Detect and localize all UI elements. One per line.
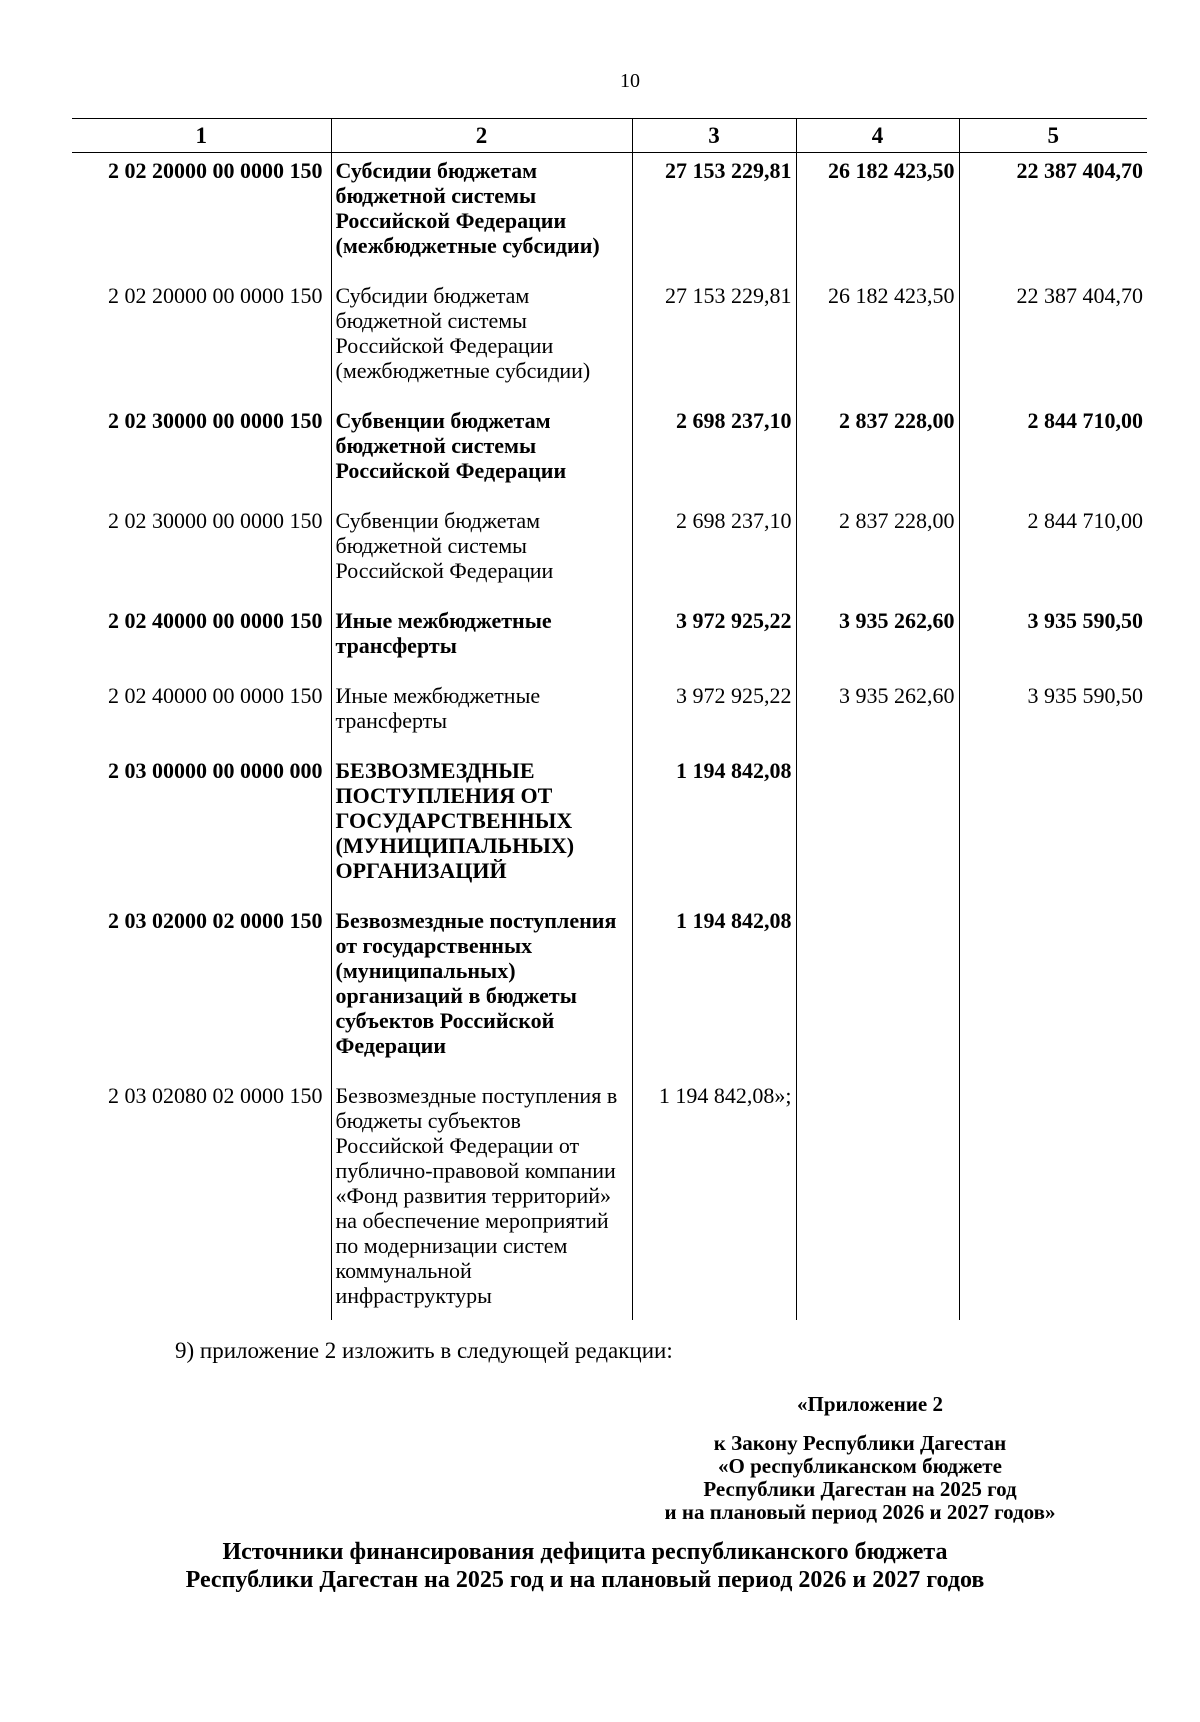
amount-col3-cell: 2 698 237,10	[632, 403, 796, 503]
document-title-line-1: Источники финансирования дефицита республиканского бюджета	[222, 1539, 948, 1565]
column-header-1: 1	[72, 119, 331, 153]
table-row	[72, 1078, 1147, 1320]
amount-col3-cell: 3 972 925,22	[632, 603, 796, 678]
appendix-reference-line: «О республиканском бюджете	[718, 1454, 1002, 1478]
income-name-cell: Иные межбюджетные трансферты	[331, 603, 632, 678]
table-header-row	[72, 119, 1147, 153]
amount-col5-cell: 2 844 710,00	[959, 403, 1147, 503]
amount-col4-cell	[796, 753, 959, 903]
table-row	[72, 603, 1147, 678]
table-row	[72, 403, 1147, 503]
appendix-reference	[620, 1432, 1100, 1524]
table-body	[72, 153, 1147, 1321]
amendment-instruction: 9) приложение 2 изложить в следующей редакции:	[175, 1338, 673, 1363]
amount-col3-cell: 1 194 842,08	[632, 753, 796, 903]
amount-col4-cell: 2 837 228,00	[796, 403, 959, 503]
amount-col3-cell: 27 153 229,81	[632, 278, 796, 403]
amount-col4-cell: 2 837 228,00	[796, 503, 959, 603]
table-row	[72, 678, 1147, 753]
income-name-cell: Субвенции бюджетам бюджетной системы Российской Федерации	[331, 503, 632, 603]
amount-col3-cell: 27 153 229,81	[632, 153, 796, 279]
budget-code-cell: 2 03 02080 02 0000 150	[108, 1083, 323, 1108]
amount-col5-cell: 3 935 590,50	[959, 603, 1147, 678]
amount-col5-cell	[959, 753, 1147, 903]
amount-col4-cell	[796, 1078, 959, 1320]
budget-code-cell: 2 02 40000 00 0000 150	[108, 683, 323, 708]
appendix-reference-line: и на плановый период 2026 и 2027 годов»	[664, 1500, 1056, 1524]
amount-col5-cell: 3 935 590,50	[959, 678, 1147, 753]
budget-code-cell: 2 02 40000 00 0000 150	[108, 608, 323, 633]
amount-col5-cell: 22 387 404,70	[959, 153, 1147, 279]
column-header-2: 2	[331, 119, 632, 153]
table-header	[72, 119, 1147, 153]
budget-code-cell: 2 02 20000 00 0000 150	[108, 283, 323, 308]
amount-col4-cell	[796, 903, 959, 1078]
income-name-cell: Субвенции бюджетам бюджетной системы Российской Федерации	[331, 403, 632, 503]
budget-code-cell: 2 02 30000 00 0000 150	[108, 508, 323, 533]
table-row	[72, 503, 1147, 603]
budget-code-cell: 2 02 20000 00 0000 150	[108, 158, 323, 183]
amount-col5-cell	[959, 1078, 1147, 1320]
amount-col3-cell: 1 194 842,08	[632, 903, 796, 1078]
budget-code-cell: 2 03 02000 02 0000 150	[108, 908, 323, 933]
table-row	[72, 753, 1147, 903]
appendix-heading: «Приложение 2	[797, 1392, 943, 1416]
income-name-cell: Субсидии бюджетам бюджетной системы Российской Федерации (межбюджетные субсидии)	[331, 278, 632, 403]
amount-col4-cell: 3 935 262,60	[796, 678, 959, 753]
page-number: 10	[620, 70, 640, 92]
appendix-reference-line: к Закону Республики Дагестан	[713, 1431, 1007, 1455]
budget-code-cell: 2 03 00000 00 0000 000	[108, 758, 323, 783]
amount-col3-cell: 1 194 842,08»;	[632, 1078, 796, 1320]
amount-col5-cell	[959, 903, 1147, 1078]
budget-code-cell: 2 02 30000 00 0000 150	[108, 408, 323, 433]
document-title-line-2: Республики Дагестан на 2025 год и на плановый период 2026 и 2027 годов	[185, 1567, 985, 1593]
income-name-cell: Иные межбюджетные трансферты	[331, 678, 632, 753]
income-name-cell: Безвозмездные поступления в бюджеты субъектов Российской Федерации от публично-правовой компании «Фонд развития территорий» на обеспечение мероприятий по модернизации систем коммунальной инфраструктуры	[331, 1078, 632, 1320]
amount-col3-cell: 2 698 237,10	[632, 503, 796, 603]
amount-col4-cell: 26 182 423,50	[796, 153, 959, 279]
column-header-3: 3	[632, 119, 796, 153]
appendix-reference-line: Республики Дагестан на 2025 год	[703, 1477, 1017, 1501]
amount-col5-cell: 22 387 404,70	[959, 278, 1147, 403]
amount-col4-cell: 3 935 262,60	[796, 603, 959, 678]
column-header-5: 5	[959, 119, 1147, 153]
table-row	[72, 903, 1147, 1078]
table-row	[72, 278, 1147, 403]
document-title	[0, 1538, 1170, 1594]
amount-col5-cell: 2 844 710,00	[959, 503, 1147, 603]
amount-col3-cell: 3 972 925,22	[632, 678, 796, 753]
amount-col4-cell: 26 182 423,50	[796, 278, 959, 403]
budget-revenue-table	[72, 118, 1147, 1320]
income-name-cell: БЕЗВОЗМЕЗДНЫЕ ПОСТУПЛЕНИЯ ОТ ГОСУДАРСТВЕННЫХ (МУНИЦИПАЛЬНЫХ) ОРГАНИЗАЦИЙ	[331, 753, 632, 903]
income-name-cell: Субсидии бюджетам бюджетной системы Российской Федерации (межбюджетные субсидии)	[331, 153, 632, 279]
column-header-4: 4	[796, 119, 959, 153]
income-name-cell: Безвозмездные поступления от государственных (муниципальных) организаций в бюджеты субъектов Российской Федерации	[331, 903, 632, 1078]
table-row	[72, 153, 1147, 279]
